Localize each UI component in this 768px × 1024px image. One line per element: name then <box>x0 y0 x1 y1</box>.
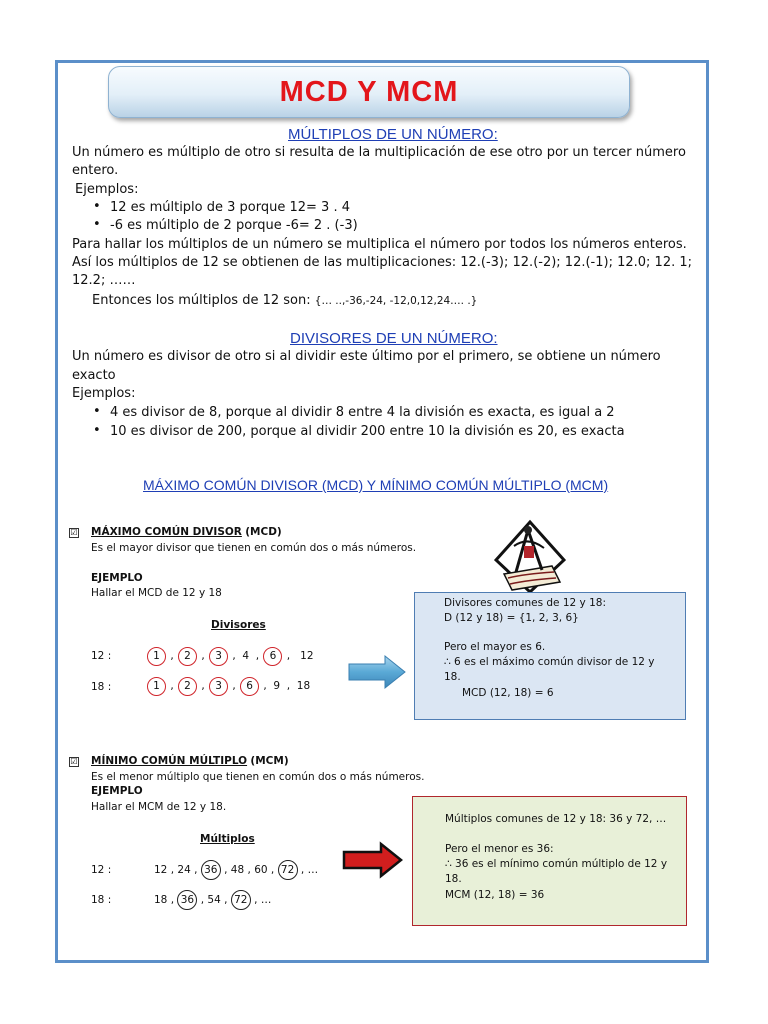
mcd-box-line3: Pero el mayor es 6. <box>444 641 546 653</box>
mcm-ejemplo-label: EJEMPLO <box>91 785 143 797</box>
mcm-definition: Es el menor múltiplo que tienen en común dos o más números. <box>91 771 425 783</box>
mcm-r12-v60: 60 <box>254 864 268 876</box>
multiplos-bullet-2: -6 es múltiplo de 2 porque -6= 2 . (-3) <box>110 218 358 233</box>
mcm-result-box <box>412 796 687 926</box>
title-banner <box>108 66 630 118</box>
mcd-r12-v1: 1 <box>147 647 166 666</box>
divisores-def-line2: exacto <box>72 368 116 383</box>
arrow-right-icon <box>347 654 407 690</box>
bullet-icon: • <box>93 423 101 438</box>
multiplos-ejemplos-label: Ejemplos: <box>75 182 139 197</box>
entonces-set: {… ..,-36,-24, -12,0,12,24…. .} <box>314 295 478 307</box>
mcd-r18-v1: 1 <box>147 677 166 696</box>
mcm-box-line5: MCM (12, 18) = 36 <box>445 889 545 901</box>
mcd-definition: Es el mayor divisor que tienen en común dos o más números. <box>91 542 417 554</box>
mcd-r12-v3: 3 <box>209 647 228 666</box>
mcd-ejemplo-label: EJEMPLO <box>91 572 143 584</box>
mcd-r12-v2: 2 <box>178 647 197 666</box>
mcd-box-line5: 18. <box>444 671 461 683</box>
mcd-box-line6: MCD (12, 18) = 6 <box>462 687 554 699</box>
mcm-row18: 18 , 36 , 54 , 72 , … <box>154 890 271 910</box>
mcm-title-abbr: (MCM) <box>250 755 289 767</box>
arrow-right-icon <box>341 840 403 880</box>
multiplos-para-line2: Así los múltiplos de 12 se obtienen de las multiplicaciones: 12.(-3); 12.(-2); 12.(-1); 12.0; 12. 1; <box>72 255 693 270</box>
mcm-r18-v36: 36 <box>177 890 197 910</box>
mcd-box-line1: Divisores comunes de 12 y 18: <box>444 597 606 609</box>
mcm-table-header: Múltiplos <box>200 833 255 845</box>
entonces-text: Entonces los múltiplos de 12 son: <box>92 293 311 308</box>
mcm-row12-label: 12 : <box>91 864 112 876</box>
mcd-row12: 1 , 2 , 3 , 4 , 6 , 12 <box>146 647 314 666</box>
mcm-r18-v54: 54 <box>207 894 221 906</box>
mcm-title-main: MÍNIMO COMÚN MÚLTIPLO <box>91 755 248 767</box>
mcm-r12-v48: 48 <box>230 864 245 876</box>
mcd-table-header: Divisores <box>211 619 266 631</box>
checkbox-icon: ☑ <box>70 528 78 537</box>
mcm-r18-v18: 18 <box>154 894 168 906</box>
bullet-icon: • <box>93 217 101 232</box>
mcm-box-line4: 18. <box>445 873 462 885</box>
mcm-ejemplo-text: Hallar el MCM de 12 y 18. <box>91 801 227 813</box>
divisores-def-line1: Un número es divisor de otro si al dividir este último por el primero, se obtiene un número <box>72 349 661 364</box>
multiplos-para-line1: Para hallar los múltiplos de un número se multiplica el número por todos los números enteros. <box>72 237 687 252</box>
mcm-r18-ellipsis: … <box>260 894 272 906</box>
mcd-box-line4: ∴ 6 es el máximo común divisor de 12 y <box>444 656 655 668</box>
multiplos-bullet-1: 12 es múltiplo de 3 porque 12= 3 . 4 <box>110 200 350 215</box>
mcm-r12-v24: 24 <box>177 864 191 876</box>
mcd-mcm-heading: MÁXIMO COMÚN DIVISOR (MCD) Y MÍNIMO COMÚN MÚLTIPLO (MCM) <box>143 477 609 493</box>
bullet-icon: • <box>93 404 101 419</box>
mcd-result-box <box>414 592 686 720</box>
mcm-row18-label: 18 : <box>91 894 112 906</box>
mcd-r18-v6: 6 <box>240 677 259 696</box>
mcd-r18-v3: 3 <box>209 677 228 696</box>
mcm-r12-v12: 12 <box>154 864 168 876</box>
divisores-heading: DIVISORES DE UN NÚMERO: <box>290 330 498 347</box>
mcm-box-line2: Pero el menor es 36: <box>445 843 554 855</box>
mcm-r18-v72: 72 <box>231 890 251 910</box>
mcd-r12-v12: 12 <box>300 650 314 662</box>
multiplos-def-line2: entero. <box>72 163 119 178</box>
mcd-ejemplo-text: Hallar el MCD de 12 y 18 <box>91 587 222 599</box>
page-title: MCD Y MCM <box>279 76 459 108</box>
mcd-r18-v9: 9 <box>273 680 281 692</box>
mcm-box-line3: ∴ 36 es el mínimo común múltiplo de 12 y <box>445 858 668 870</box>
divisores-bullet-2: 10 es divisor de 200, porque al dividir 200 entre 10 la división es 20, es exacta <box>110 424 625 439</box>
bullet-icon: • <box>93 199 101 214</box>
mcd-r18-v18: 18 <box>296 680 311 692</box>
multiplos-para-line3: 12.2; …… <box>72 273 136 288</box>
mcm-row12: 12 , 24 , 36 , 48 , 60 , 72 , … <box>154 860 318 880</box>
mcm-title <box>91 755 289 767</box>
mcd-title-abbr: (MCD) <box>245 526 282 538</box>
mcd-row18: 1 , 2 , 3 , 6 , 9 , 18 <box>146 677 310 696</box>
geometry-compass-icon <box>494 516 566 596</box>
mcm-r12-ellipsis: … <box>307 864 319 876</box>
mcd-row12-label: 12 : <box>91 650 112 662</box>
multiplos-entonces <box>92 292 477 310</box>
multiplos-heading: MÚLTIPLOS DE UN NÚMERO: <box>288 126 498 143</box>
mcd-r12-v4: 4 <box>242 650 250 662</box>
divisores-ejemplos-label: Ejemplos: <box>72 386 136 401</box>
divisores-bullet-1: 4 es divisor de 8, porque al dividir 8 entre 4 la división es exacta, es igual a 2 <box>110 405 615 420</box>
mcd-r12-v6: 6 <box>263 647 282 666</box>
mcd-title-main: MÁXIMO COMÚN DIVISOR <box>91 526 242 538</box>
mcd-row18-label: 18 : <box>91 681 112 693</box>
mcd-r18-v2: 2 <box>178 677 197 696</box>
mcd-title <box>91 526 282 538</box>
multiplos-def-line1: Un número es múltiplo de otro si resulta de la multiplicación de ese otro por un tercer número <box>72 145 686 160</box>
checkbox-icon: ☑ <box>70 757 78 766</box>
mcm-r12-v36: 36 <box>201 860 221 880</box>
mcm-box-line1: Múltiplos comunes de 12 y 18: 36 y 72, … <box>445 813 667 825</box>
mcd-box-line2: D (12 y 18) = {1, 2, 3, 6} <box>444 612 579 624</box>
mcm-r12-v72: 72 <box>278 860 298 880</box>
